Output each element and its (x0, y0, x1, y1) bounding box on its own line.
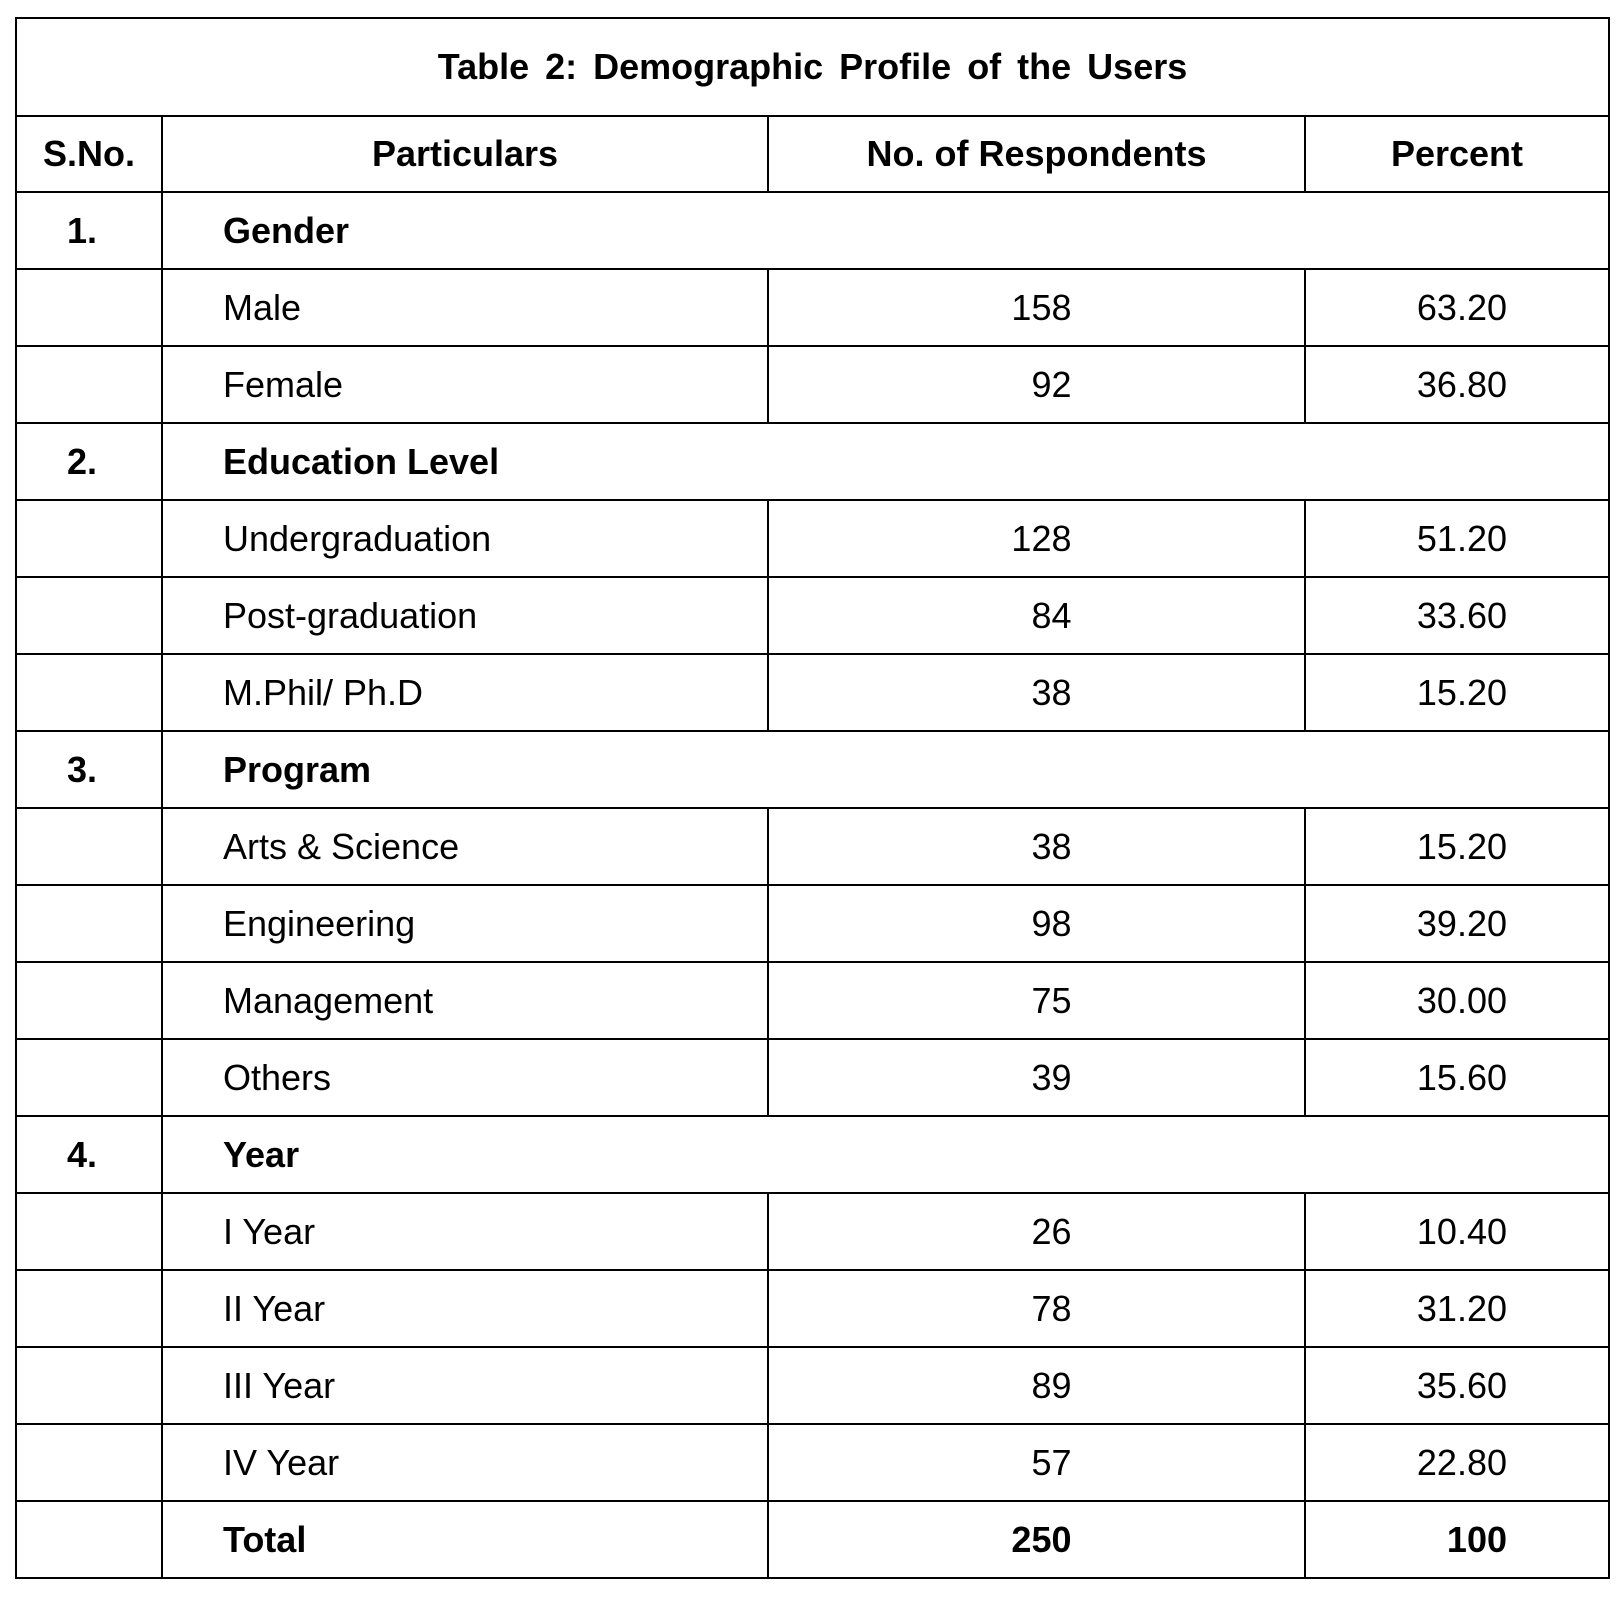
section-label: Year (162, 1116, 1609, 1193)
particular-cell: III Year (162, 1347, 768, 1424)
sno-empty-cell (16, 346, 162, 423)
particular-cell: Undergraduation (162, 500, 768, 577)
sno-empty-cell (16, 1193, 162, 1270)
particular-cell: I Year (162, 1193, 768, 1270)
particular-cell: IV Year (162, 1424, 768, 1501)
table-row (16, 808, 1609, 885)
total-percent (1305, 1501, 1609, 1578)
percent-cell (1305, 1424, 1609, 1501)
total-row (16, 1501, 1609, 1578)
respondents-cell (768, 1270, 1305, 1347)
percent-cell (1305, 577, 1609, 654)
percent-cell-value: 31.20 (1416, 1287, 1507, 1329)
particular-cell: Male (162, 269, 768, 346)
respondents-cell (768, 500, 1305, 577)
percent-cell-value: 36.80 (1416, 363, 1507, 405)
respondents-cell (768, 808, 1305, 885)
section-row (16, 192, 1609, 269)
section-label: Program (162, 731, 1609, 808)
table-row (16, 346, 1609, 423)
percent-cell-value: 30.00 (1416, 979, 1507, 1021)
particular-cell: II Year (162, 1270, 768, 1347)
particular-cell: Arts & Science (162, 808, 768, 885)
table-row (16, 577, 1609, 654)
sno-empty-cell (16, 1270, 162, 1347)
sno-empty-cell (16, 1424, 162, 1501)
respondents-cell (768, 1347, 1305, 1424)
respondents-cell-value: 89 (1031, 1364, 1072, 1406)
section-sno: 2. (16, 423, 162, 500)
sno-empty-cell (16, 1347, 162, 1424)
section-row (16, 731, 1609, 808)
percent-cell (1305, 269, 1609, 346)
header-percent: Percent (1305, 116, 1609, 192)
table-row (16, 269, 1609, 346)
table-row (16, 1039, 1609, 1116)
table-row (16, 500, 1609, 577)
particular-cell: M.Phil/ Ph.D (162, 654, 768, 731)
table-body (16, 192, 1609, 1578)
respondents-cell (768, 346, 1305, 423)
percent-cell-value: 15.60 (1416, 1056, 1507, 1098)
percent-cell (1305, 1039, 1609, 1116)
respondents-cell (768, 1424, 1305, 1501)
total-respondents-value: 250 (1011, 1518, 1072, 1560)
table-row (16, 1270, 1609, 1347)
percent-cell (1305, 1193, 1609, 1270)
table-header-row (16, 116, 1609, 192)
respondents-cell (768, 269, 1305, 346)
sno-empty-cell (16, 269, 162, 346)
percent-cell-value: 39.20 (1416, 902, 1507, 944)
total-label: Total (162, 1501, 768, 1578)
respondents-cell (768, 1193, 1305, 1270)
table-row (16, 962, 1609, 1039)
table-row (16, 1347, 1609, 1424)
table-row (16, 885, 1609, 962)
particular-cell: Engineering (162, 885, 768, 962)
respondents-cell-value: 38 (1031, 825, 1072, 867)
sno-empty-cell (16, 885, 162, 962)
percent-cell-value: 51.20 (1416, 517, 1507, 559)
respondents-cell-value: 57 (1031, 1441, 1072, 1483)
respondents-cell-value: 38 (1031, 671, 1072, 713)
section-row (16, 423, 1609, 500)
percent-cell (1305, 346, 1609, 423)
section-sno: 3. (16, 731, 162, 808)
table-title-row (16, 18, 1609, 116)
percent-cell (1305, 500, 1609, 577)
percent-cell-value: 35.60 (1416, 1364, 1507, 1406)
percent-cell-value: 15.20 (1416, 671, 1507, 713)
respondents-cell-value: 78 (1031, 1287, 1072, 1329)
percent-cell-value: 15.20 (1416, 825, 1507, 867)
respondents-cell-value: 92 (1031, 363, 1072, 405)
respondents-cell (768, 1039, 1305, 1116)
percent-cell (1305, 1347, 1609, 1424)
particular-cell: Others (162, 1039, 768, 1116)
respondents-cell-value: 26 (1031, 1210, 1072, 1252)
header-respondents: No. of Respondents (768, 116, 1305, 192)
respondents-cell-value: 39 (1031, 1056, 1072, 1098)
sno-empty-cell (16, 654, 162, 731)
respondents-cell (768, 885, 1305, 962)
percent-cell-value: 63.20 (1416, 286, 1507, 328)
section-sno: 1. (16, 192, 162, 269)
table-row (16, 654, 1609, 731)
respondents-cell (768, 577, 1305, 654)
percent-cell (1305, 962, 1609, 1039)
percent-cell-value: 22.80 (1416, 1441, 1507, 1483)
sno-empty-cell (16, 1039, 162, 1116)
respondents-cell-value: 158 (1011, 286, 1072, 328)
sno-empty-cell (16, 577, 162, 654)
respondents-cell-value: 75 (1031, 979, 1072, 1021)
percent-cell-value: 33.60 (1416, 594, 1507, 636)
respondents-cell-value: 128 (1011, 517, 1072, 559)
percent-cell (1305, 808, 1609, 885)
sno-empty-cell (16, 1501, 162, 1578)
total-respondents (768, 1501, 1305, 1578)
demographic-table (15, 17, 1610, 1579)
respondents-cell (768, 654, 1305, 731)
respondents-cell-value: 98 (1031, 902, 1072, 944)
header-particulars: Particulars (162, 116, 768, 192)
sno-empty-cell (16, 962, 162, 1039)
section-row (16, 1116, 1609, 1193)
sno-empty-cell (16, 500, 162, 577)
section-sno: 4. (16, 1116, 162, 1193)
respondents-cell-value: 84 (1031, 594, 1072, 636)
respondents-cell (768, 962, 1305, 1039)
table-row (16, 1424, 1609, 1501)
particular-cell: Female (162, 346, 768, 423)
header-sno: S.No. (16, 116, 162, 192)
particular-cell: Management (162, 962, 768, 1039)
table-title: Table 2: Demographic Profile of the Users (16, 18, 1609, 116)
percent-cell (1305, 885, 1609, 962)
table-row (16, 1193, 1609, 1270)
section-label: Gender (162, 192, 1609, 269)
percent-cell (1305, 654, 1609, 731)
percent-cell (1305, 1270, 1609, 1347)
percent-cell-value: 10.40 (1416, 1210, 1507, 1252)
total-percent-value: 100 (1446, 1518, 1507, 1560)
particular-cell: Post-graduation (162, 577, 768, 654)
sno-empty-cell (16, 808, 162, 885)
section-label: Education Level (162, 423, 1609, 500)
